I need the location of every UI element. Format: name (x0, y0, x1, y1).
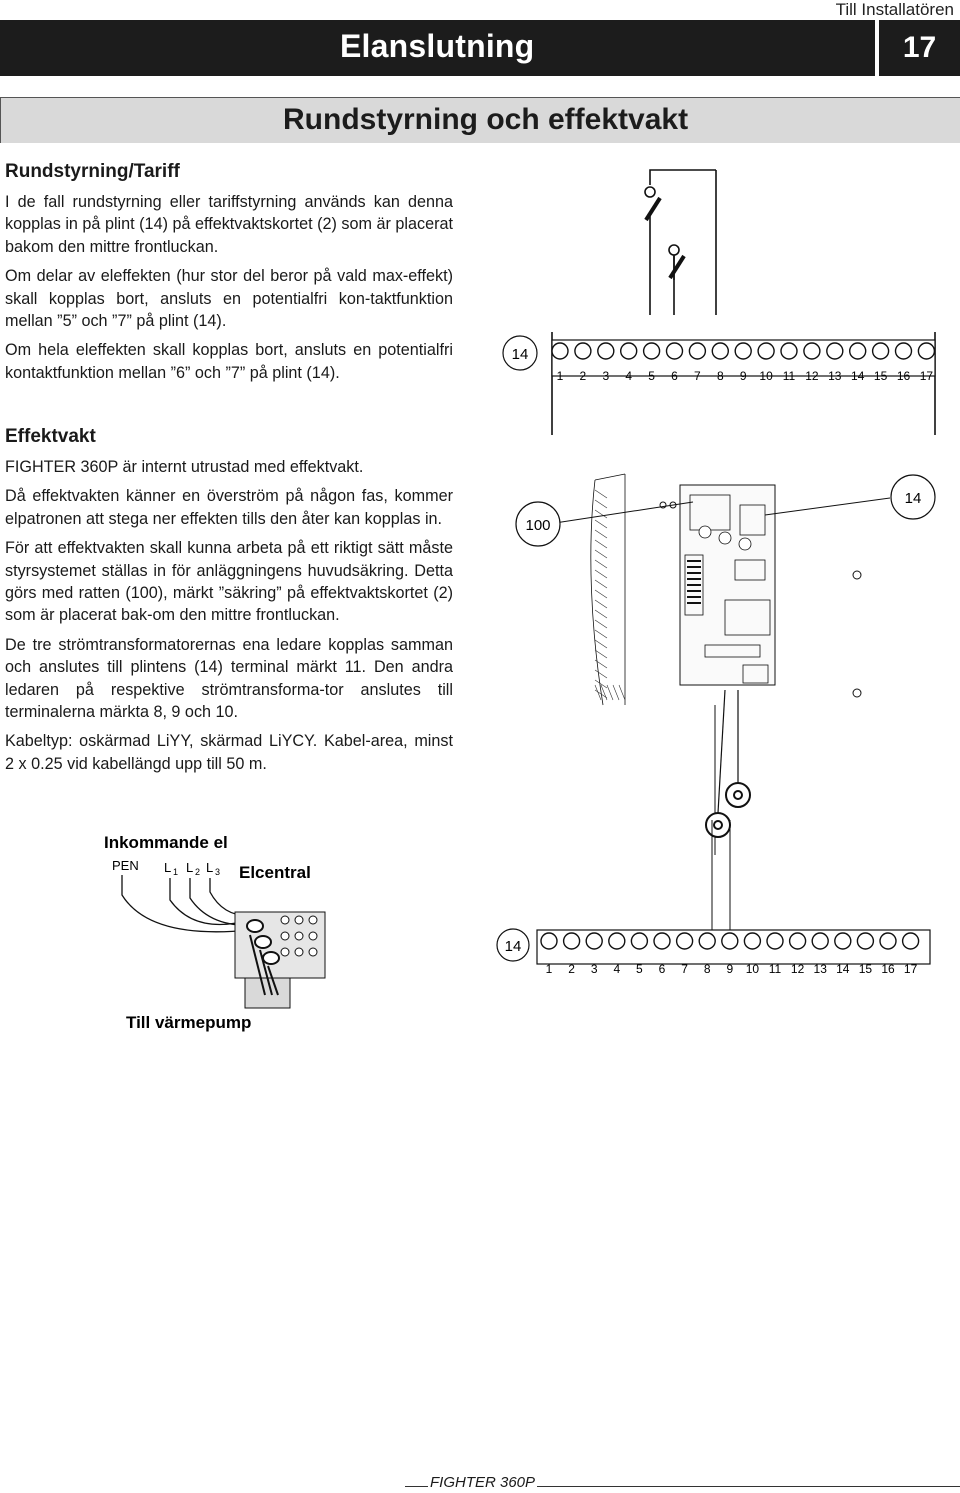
top-terminal-number-8: 8 (716, 369, 724, 383)
bottom-terminal-number-8: 8 (703, 962, 711, 976)
contact-switch-2 (669, 245, 684, 278)
top-terminal-number-6: 6 (671, 369, 678, 383)
l2-label: L (186, 860, 194, 875)
board-terminal-ref-label: 14 (904, 490, 922, 507)
bottom-terminal-number-15: 15 (858, 962, 873, 976)
top-terminal-16 (896, 343, 912, 359)
top-terminal-6 (667, 343, 683, 359)
top-terminal-17 (918, 343, 934, 359)
bottom-terminal-3 (586, 933, 602, 949)
bottom-terminal-number-6: 6 (658, 962, 666, 976)
rundstyrning-paragraph-3: Om hela eleffekten skall kopplas bort, ansluts en potentialfri kontaktfunktion mellan ”6” och ”7” på plint (14). (5, 341, 453, 382)
bottom-terminal-10 (744, 933, 760, 949)
incoming-supply-diagram (90, 820, 960, 1050)
bottom-terminal-number-16: 16 (881, 962, 895, 976)
top-terminal-number-16: 16 (896, 369, 911, 383)
top-terminal-14 (850, 343, 866, 359)
bottom-terminal-number-13: 13 (813, 962, 827, 976)
effektvakt-paragraph-1: FIGHTER 360P är internt utrustad med effektvakt. (5, 458, 364, 476)
incoming-label: Inkommande el (104, 833, 228, 852)
bottom-terminal-number-2: 2 (568, 962, 575, 976)
cabinet-wall (591, 474, 625, 705)
contact-switch-1 (645, 187, 660, 220)
top-section-label: Till Installatören (835, 0, 954, 19)
top-terminal-15 (873, 343, 889, 359)
top-terminal-4 (621, 343, 637, 359)
top-terminal-number-13: 13 (828, 369, 842, 383)
pen-label: PEN (112, 858, 139, 873)
bottom-terminal-number-11: 11 (768, 962, 782, 976)
top-terminal-number-2: 2 (579, 369, 587, 383)
panel-label: Elcentral (239, 863, 311, 882)
bottom-terminal-11 (767, 933, 783, 949)
bottom-terminal-number-3: 3 (590, 962, 598, 976)
effektvakt-paragraph-2: Då effektvakten känner en överström på någon fas, kommer elpatronen att stega ner effekten tills den åter kan kopplas in. (5, 487, 453, 528)
rundstyrning-paragraph-1: I de fall rundstyrning eller tariffstyrning används kan denna kopplas in på plint (14) på effektvaktskortet (2) som är placerat bakom den mittre frontluckan. (5, 193, 453, 256)
bottom-terminal-5 (631, 933, 647, 949)
rundstyrning-paragraph-2: Om delar av eleffekten (hur stor del beror på vald max-effekt) skall kopplas bort, ansluts en potentialfri kon-taktfunktion mellan ”5” och ”7” på plint (14). (5, 267, 453, 331)
page-number: 17 (879, 20, 960, 76)
footer-model: FIGHTER 360P (430, 1474, 536, 1491)
top-terminal-11 (781, 343, 797, 359)
top-terminal-number-14: 14 (851, 369, 865, 383)
bottom-terminal-16 (880, 933, 896, 949)
bottom-terminal-15 (857, 933, 873, 949)
l3-sub: 3 (215, 867, 221, 877)
top-terminal-12 (804, 343, 820, 359)
top-terminal-5 (644, 343, 660, 359)
top-terminal-number-4: 4 (625, 369, 633, 383)
l2-sub: 2 (195, 867, 201, 877)
bottom-terminal-6 (654, 933, 670, 949)
top-terminal-number-9: 9 (739, 369, 747, 383)
effektvakt-paragraph-4: De tre strömtransformatorernas ena ledare kopplas samman och anslutes till plintens (14) terminal märkt 11. Den andra ledaren på respektive strömtransforma-tor anslutes till terminalerna märkta 8, 9 och 10. (5, 635, 453, 722)
top-terminal-9 (735, 343, 751, 359)
top-terminal-13 (827, 343, 843, 359)
top-terminal-2 (575, 343, 591, 359)
l3-label: L (206, 860, 214, 875)
effektvakt-paragraph-3: För att effektvakten skall kunna arbeta på ett riktigt sätt måste styrsystemet ställas in för anläggningens huvudsäkring. Detta görs med ratten (100), märkt ”säkring” på effektvaktskortet (2) som är placerat bak-om den mittre frontluckan. (5, 539, 453, 625)
chapter-title: Elanslutning (340, 28, 535, 64)
rundstyrning-heading: Rundstyrning/Tariff (5, 161, 180, 182)
top-terminal-number-7: 7 (694, 369, 701, 383)
top-terminal-number-11: 11 (782, 369, 796, 383)
top-terminal-number-12: 12 (805, 369, 819, 383)
section-title: Rundstyrning och effektvakt (283, 103, 689, 136)
top-terminal-number-15: 15 (873, 369, 888, 383)
bottom-terminal-number-1: 1 (545, 962, 553, 976)
top-terminal-number-5: 5 (648, 369, 655, 383)
bottom-terminal-4 (609, 933, 625, 949)
bottom-terminal-1 (541, 933, 557, 949)
bottom-terminal-number-5: 5 (636, 962, 643, 976)
terminal-ref-label: 14 (511, 346, 529, 363)
top-terminal-number-10: 10 (759, 369, 773, 383)
bottom-terminal-17 (903, 933, 919, 949)
top-terminal-10 (758, 343, 774, 359)
bottom-terminal-number-9: 9 (726, 962, 734, 976)
bottom-terminal-number-4: 4 (613, 962, 621, 976)
bottom-terminal-13 (812, 933, 828, 949)
top-terminal-3 (598, 343, 614, 359)
effektvakt-section (5, 425, 453, 782)
bottom-terminal-7 (677, 933, 693, 949)
effektvakt-heading: Effektvakt (5, 426, 96, 447)
rundstyrning-section (5, 160, 453, 391)
bottom-terminal-number-17: 17 (903, 962, 918, 976)
bottom-terminal-9 (722, 933, 738, 949)
top-terminal-number-3: 3 (602, 369, 610, 383)
top-terminal-number-1: 1 (556, 369, 564, 383)
bottom-terminal-ref-label: 14 (504, 938, 522, 955)
bottom-terminal-number-10: 10 (745, 962, 760, 976)
heatpump-label: Till värmepump (126, 1013, 252, 1032)
top-terminal-8 (712, 343, 728, 359)
bottom-terminal-number-12: 12 (790, 962, 805, 976)
bottom-terminal-14 (835, 933, 851, 949)
l1-label: L (164, 860, 172, 875)
fuse-dial-ref-label: 100 (525, 517, 551, 534)
bottom-terminal-2 (564, 933, 580, 949)
top-terminal-7 (689, 343, 705, 359)
top-terminal-1 (552, 343, 568, 359)
bottom-terminal-12 (790, 933, 806, 949)
bottom-terminal-number-14: 14 (836, 962, 850, 976)
tariff-connection-diagram (460, 160, 960, 435)
bottom-terminal-number-7: 7 (681, 962, 688, 976)
top-terminal-number-17: 17 (919, 369, 934, 383)
effektvakt-board-diagram (495, 460, 960, 860)
bottom-terminal-8 (699, 933, 715, 949)
l1-sub: 1 (173, 867, 179, 877)
effektvakt-paragraph-5: Kabeltyp: oskärmad LiYY, skärmad LiYCY. Kabel-area, minst 2 x 0.25 vid kabellängd upp till 50 m. (5, 732, 453, 773)
